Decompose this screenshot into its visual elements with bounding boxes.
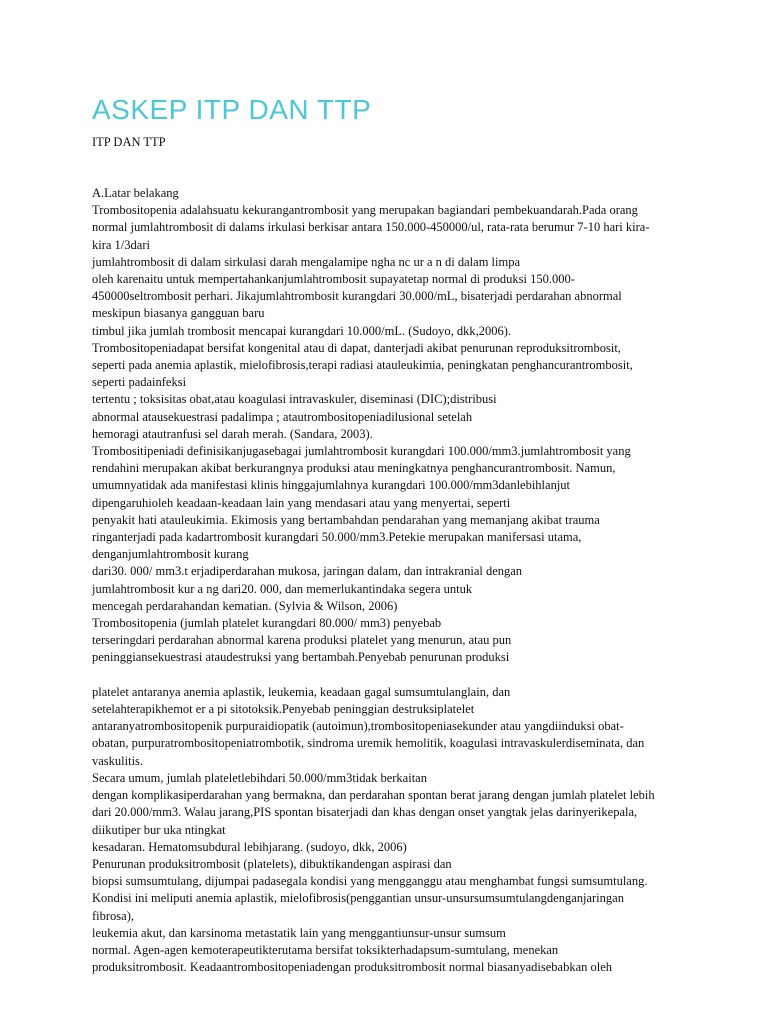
body-line: rendahini merupakan akibat berkurangnya produksi atau meningkatnya penghancurantrombosit. Namun,	[92, 461, 616, 476]
body-line: diikutiper bur uka ntingkat	[92, 822, 226, 837]
body-line: denganjumlahtrombosit kurang	[92, 547, 249, 562]
body-line: leukemia akut, dan karsinoma metastatik lain yang menggantiunsur-unsur sumsum	[92, 925, 506, 940]
body-line: seperti pada anemia aplastik, mielofibrosis,terapi radiasi atauleukimia, peningkatan penghancurantrombosit,	[92, 358, 633, 373]
body-line: obatan, purpuratrombositopeniatrombotik, sindroma uremik hemolitik, koagulasi intravaskulerdiseminata, dan	[92, 736, 645, 751]
document-title: ASKEP ITP DAN TTP	[92, 94, 372, 125]
document-subtitle: ITP DAN TTP	[92, 135, 166, 149]
body-line: kesadaran. Hematomsubdural lebihjarang. (sudoyo, dkk, 2006)	[92, 839, 407, 854]
body-line: tertentu ; toksisitas obat,atau koagulasi intravaskuler, diseminasi (DIC);distribusi	[92, 392, 497, 407]
body-line: Kondisi ini meliputi anemia aplastik, mielofibrosis(penggantian unsur-unsursumsumtulangdenganjaringan	[92, 891, 624, 906]
body-line: dengan komplikasiperdarahan yang bermakna, dan perdarahan spontan berat jarang dengan jumlah platelet lebih	[92, 788, 655, 803]
body-line: Trombositopenia (jumlah platelet kurangdari 80.000/ mm3) penyebab	[92, 616, 442, 631]
body-line: terseringdari perdarahan abnormal karena produksi platelet yang menurun, atau pun	[92, 633, 512, 648]
body-line: setelahterapikhemot er a pi sitotoksik.Penyebab peninggian destruksiplatelet	[92, 702, 475, 717]
body-line: ringanterjadi pada kadartrombosit kurangdari 50.000/mm3.Petekie merupakan manifersasi utama,	[92, 530, 582, 545]
body-line: Trombositopeniadapat bersifat kongenital atau di dapat, danterjadi akibat penurunan reproduksitrombosit,	[92, 340, 621, 355]
body-line: umumnyatidak ada manifestasi klinis hinggajumlahnya kurangdari 100.000/mm3danlebihlanjut	[92, 478, 571, 493]
body-line: platelet antaranya anemia aplastik, leukemia, keadaan gagal sumsumtulanglain, dan	[92, 684, 511, 699]
body-line: dipengaruhioleh keadaan-keadaan lain yang mendasari atau yang menyertai, seperti	[92, 495, 511, 510]
body-line: peninggiansekuestrasi ataudestruksi yang bertambah.Penyebab penurunan produksi	[92, 650, 510, 665]
body-line: abnormal atausekuestrasi padalimpa ; atautrombositopeniadilusional setelah	[92, 409, 473, 424]
document-page	[92, 92, 682, 976]
body-line: produksitrombosit. Keadaantrombositopeniadengan produksitrombosit normal biasanyadisebabkan oleh	[92, 960, 613, 975]
body-line: A.Latar belakang	[92, 186, 179, 200]
spacer	[92, 151, 682, 185]
body-line: normal. Agen-agen kemoterapeutikterutama bersifat toksikterhadapsum-sumtulang, menekan	[92, 942, 559, 957]
body-line: jumlahtrombosit kur a ng dari20. 000, dan memerlukantindaka segera untuk	[92, 581, 473, 596]
body-line: vaskulitis.	[92, 753, 144, 768]
body-line: meskipun biasanya gangguan baru	[92, 306, 265, 321]
body-line: mencegah perdarahandan kematian. (Sylvia & Wilson, 2006)	[92, 598, 398, 613]
body-line: penyakit hati atauleukimia. Ekimosis yang bertambahdan pendarahan yang memanjang akibat trauma	[92, 512, 600, 527]
body-line: 450000seltrombosit perhari. Jikajumlahtrombosit kurangdari 30.000/mL, bisaterjadi perdarahan abnormal	[92, 289, 622, 304]
body-line: dari30. 000/ mm3.t erjadiperdarahan mukosa, jaringan dalam, dan intrakranial dengan	[92, 564, 523, 579]
body-line: kira 1/3dari	[92, 237, 150, 252]
body-line: Secara umum, jumlah plateletlebihdari 50.000/mm3tidak berkaitan	[92, 770, 427, 785]
body-line: seperti padainfeksi	[92, 375, 187, 390]
body-line: Trombositipeniadi definisikanjugasebagai jumlahtrombosit kurangdari 100.000/mm3.jumlahtrombosit yang	[92, 444, 631, 459]
body-line: hemoragi atautranfusi sel darah merah. (Sandara, 2003).	[92, 426, 373, 441]
body-line: Trombositopenia adalahsuatu kekurangantrombosit yang merupakan bagiandari pembekuandarah.Pada orang	[92, 203, 638, 218]
body-line: biopsi sumsumtulang, dijumpai padasegala kondisi yang mengganggu atau menghambat fungsi sumsumtulang.	[92, 874, 648, 889]
blank-line	[92, 667, 682, 684]
body-line: fibrosa),	[92, 908, 134, 923]
document-body	[92, 185, 682, 976]
body-line: antaranyatrombositopenik purpuraidiopatik (autoimun),trombositopeniasekunder atau yangdiinduksi obat-	[92, 719, 624, 734]
body-line: dari 20.000/mm3. Walau jarang,PIS spontan bisaterjadi dan khas dengan onset yangtak jelas darinyerikepala,	[92, 805, 638, 820]
body-line: Penurunan produksitrombosit (platelets), dibuktikandengan aspirasi dan	[92, 856, 452, 871]
body-line: timbul jika jumlah trombosit mencapai kurangdari 10.000/mL. (Sudoyo, dkk,2006).	[92, 323, 512, 338]
body-line: normal jumlahtrombosit di dalams irkulasi berkisar antara 150.000-450000/ul, rata-rata berumur 7-10 hari kira-	[92, 220, 650, 235]
body-line: jumlahtrombosit di dalam sirkulasi darah mengalamipe ngha nc ur a n di dalam limpa	[92, 254, 521, 269]
body-line: oleh karenaitu untuk mempertahankanjumlahtrombosit supayatetap normal di produksi 150.000-	[92, 272, 575, 287]
